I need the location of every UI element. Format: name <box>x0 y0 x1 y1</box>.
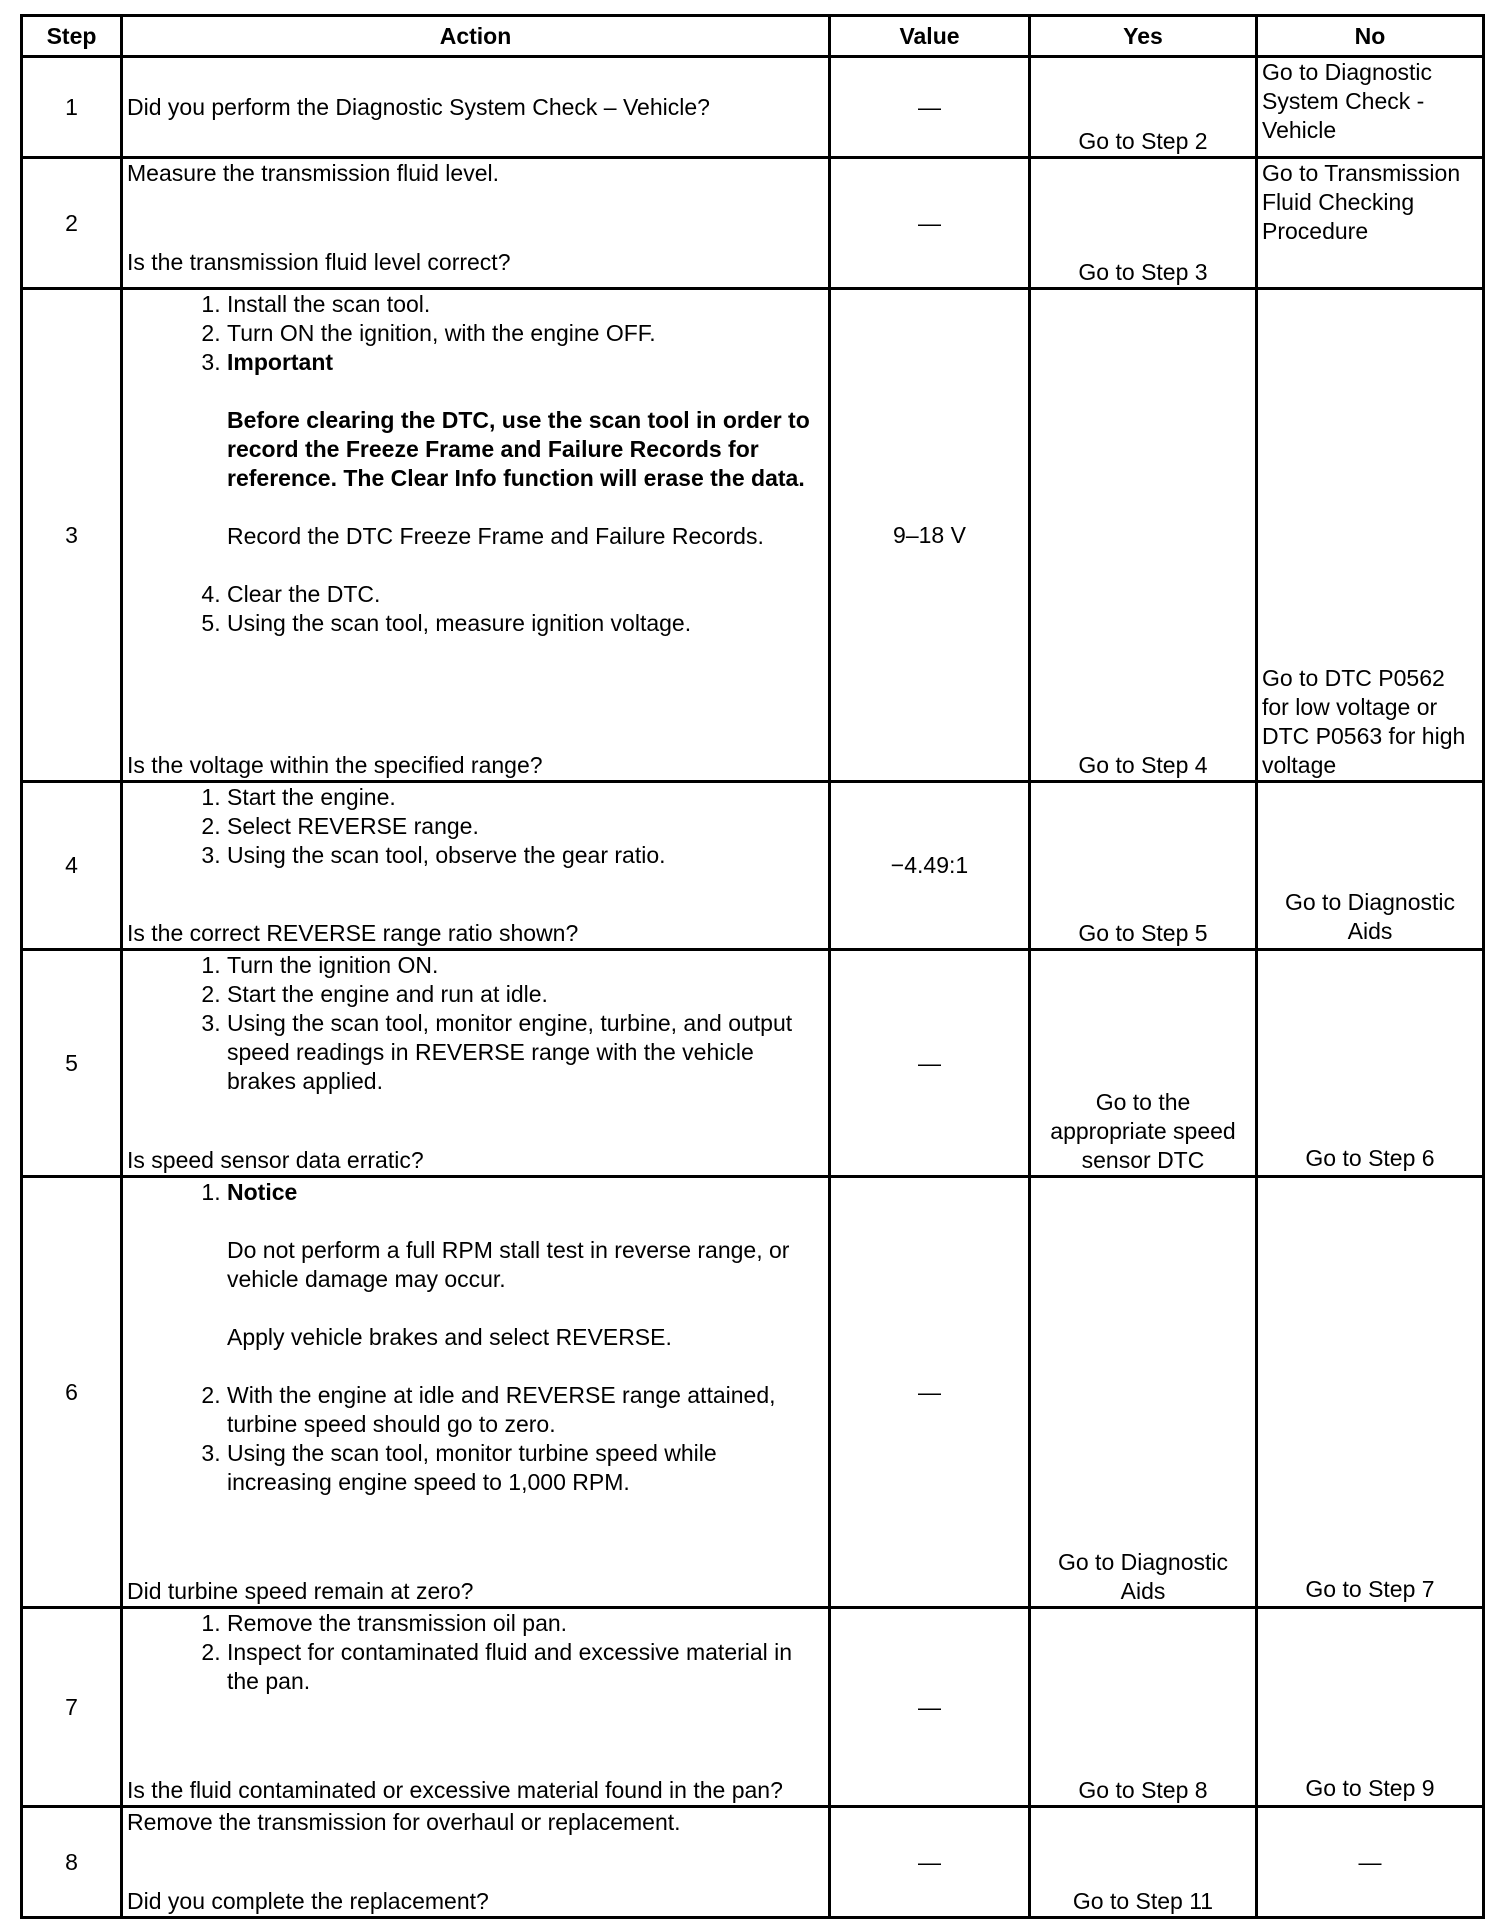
action-question: Is the fluid contaminated or excessive material found in the pan? <box>127 1777 783 1803</box>
action-cell <box>122 1807 830 1918</box>
no-link[interactable]: Go to Diagnostic Aids <box>1257 782 1484 950</box>
action-cell <box>122 57 830 158</box>
yes-link[interactable]: Go to Step 3 <box>1030 158 1257 289</box>
yes-link[interactable]: Go to Step 11 <box>1030 1807 1257 1918</box>
action-question: Is the correct REVERSE range ratio shown? <box>127 920 579 946</box>
header-value: Value <box>830 16 1030 57</box>
action-steps-list <box>127 290 824 638</box>
no-link[interactable]: Go to Diagnostic System Check - Vehicle <box>1257 57 1484 158</box>
important-followup: Record the DTC Freeze Frame and Failure Records. <box>227 523 764 549</box>
list-item <box>227 348 824 580</box>
step-number: 4 <box>22 782 122 950</box>
action-cell <box>122 1177 830 1608</box>
list-item: 4. Clear the DTC. <box>227 580 824 609</box>
yes-link[interactable]: Go to Step 4 <box>1030 289 1257 782</box>
value-cell: — <box>830 950 1030 1177</box>
step-number: 8 <box>22 1807 122 1918</box>
list-item: 2. Select REVERSE range. <box>227 812 824 841</box>
action-cell <box>122 289 830 782</box>
action-question: Is speed sensor data erratic? <box>127 1147 424 1173</box>
value-cell: — <box>830 1177 1030 1608</box>
yes-link[interactable]: Go to Diagnostic Aids <box>1030 1177 1257 1608</box>
table-row <box>22 1608 1484 1807</box>
table-row <box>22 1177 1484 1608</box>
notice-note: Do not perform a full RPM stall test in reverse range, or vehicle damage may occur. <box>227 1237 790 1292</box>
step-number: 5 <box>22 950 122 1177</box>
list-item: 5. Using the scan tool, measure ignition voltage. <box>227 609 824 638</box>
step-number: 7 <box>22 1608 122 1807</box>
important-label: Important <box>227 349 334 375</box>
action-question: Is the voltage within the specified range? <box>127 752 543 778</box>
list-item <box>227 1178 824 1381</box>
no-link[interactable]: Go to Step 6 <box>1257 950 1484 1177</box>
no-link[interactable]: Go to DTC P0562 for low voltage or DTC P0563 for high voltage <box>1257 289 1484 782</box>
yes-link[interactable]: Go to Step 5 <box>1030 782 1257 950</box>
value-cell: −4.49:1 <box>830 782 1030 950</box>
header-step: Step <box>22 16 122 57</box>
table-row <box>22 158 1484 289</box>
important-note: Before clearing the DTC, use the scan tool in order to record the Freeze Frame and Failure Records for reference. The Clear Info function will erase the data. <box>227 407 810 491</box>
list-item: 3. Using the scan tool, monitor turbine speed while increasing engine speed to 1,000 RPM. <box>227 1439 824 1497</box>
action-question: Did you complete the replacement? <box>127 1888 489 1914</box>
action-cell <box>122 1608 830 1807</box>
diagnostic-table <box>20 14 1485 1919</box>
value-cell: — <box>830 57 1030 158</box>
value-cell: 9–18 V <box>830 289 1030 782</box>
yes-link[interactable]: Go to the appropriate speed sensor DTC <box>1030 950 1257 1177</box>
value-cell: — <box>830 1608 1030 1807</box>
header-no: No <box>1257 16 1484 57</box>
yes-link[interactable]: Go to Step 8 <box>1030 1608 1257 1807</box>
table-row <box>22 782 1484 950</box>
action-cell <box>122 782 830 950</box>
table-row <box>22 289 1484 782</box>
header-yes: Yes <box>1030 16 1257 57</box>
action-steps-list <box>127 951 824 1096</box>
no-link[interactable]: Go to Transmission Fluid Checking Procedure <box>1257 158 1484 289</box>
list-item: 1. Remove the transmission oil pan. <box>227 1609 824 1638</box>
action-question: Did you perform the Diagnostic System Check – Vehicle? <box>127 93 710 120</box>
table-row <box>22 950 1484 1177</box>
notice-label: Notice <box>227 1179 298 1205</box>
action-question: Is the transmission fluid level correct? <box>127 249 511 275</box>
action-steps-list <box>127 783 824 870</box>
table-row <box>22 1807 1484 1918</box>
no-value: — <box>1257 1807 1484 1918</box>
yes-link[interactable]: Go to Step 2 <box>1030 57 1257 158</box>
action-instruction: Remove the transmission for overhaul or replacement. <box>127 1809 681 1835</box>
list-item: 1. Turn the ignition ON. <box>227 951 824 980</box>
list-item: 3. Using the scan tool, monitor engine, turbine, and output speed readings in REVERSE range with the vehicle brakes applied. <box>227 1009 824 1096</box>
no-link[interactable]: Go to Step 7 <box>1257 1177 1484 1608</box>
list-item: 2. Start the engine and run at idle. <box>227 980 824 1009</box>
value-cell: — <box>830 158 1030 289</box>
action-instruction: Measure the transmission fluid level. <box>127 160 499 186</box>
header-action: Action <box>122 16 830 57</box>
table-row <box>22 57 1484 158</box>
step-number: 2 <box>22 158 122 289</box>
action-cell <box>122 950 830 1177</box>
list-item: 3. Using the scan tool, observe the gear ratio. <box>227 841 824 870</box>
list-item: 1. Install the scan tool. <box>227 290 824 319</box>
list-item: 2. Turn ON the ignition, with the engine OFF. <box>227 319 824 348</box>
header-row <box>22 16 1484 57</box>
notice-followup: Apply vehicle brakes and select REVERSE. <box>227 1324 672 1350</box>
diagnostic-table-sheet <box>20 14 1485 1919</box>
step-number: 3 <box>22 289 122 782</box>
list-item: 2. With the engine at idle and REVERSE range attained, turbine speed should go to zero. <box>227 1381 824 1439</box>
action-question: Did turbine speed remain at zero? <box>127 1578 474 1604</box>
list-item: 1. Start the engine. <box>227 783 824 812</box>
action-steps-list <box>127 1178 824 1497</box>
action-cell <box>122 158 830 289</box>
step-number: 1 <box>22 57 122 158</box>
no-link[interactable]: Go to Step 9 <box>1257 1608 1484 1807</box>
action-steps-list <box>127 1609 824 1696</box>
value-cell: — <box>830 1807 1030 1918</box>
list-item: 2. Inspect for contaminated fluid and excessive material in the pan. <box>227 1638 824 1696</box>
step-number: 6 <box>22 1177 122 1608</box>
